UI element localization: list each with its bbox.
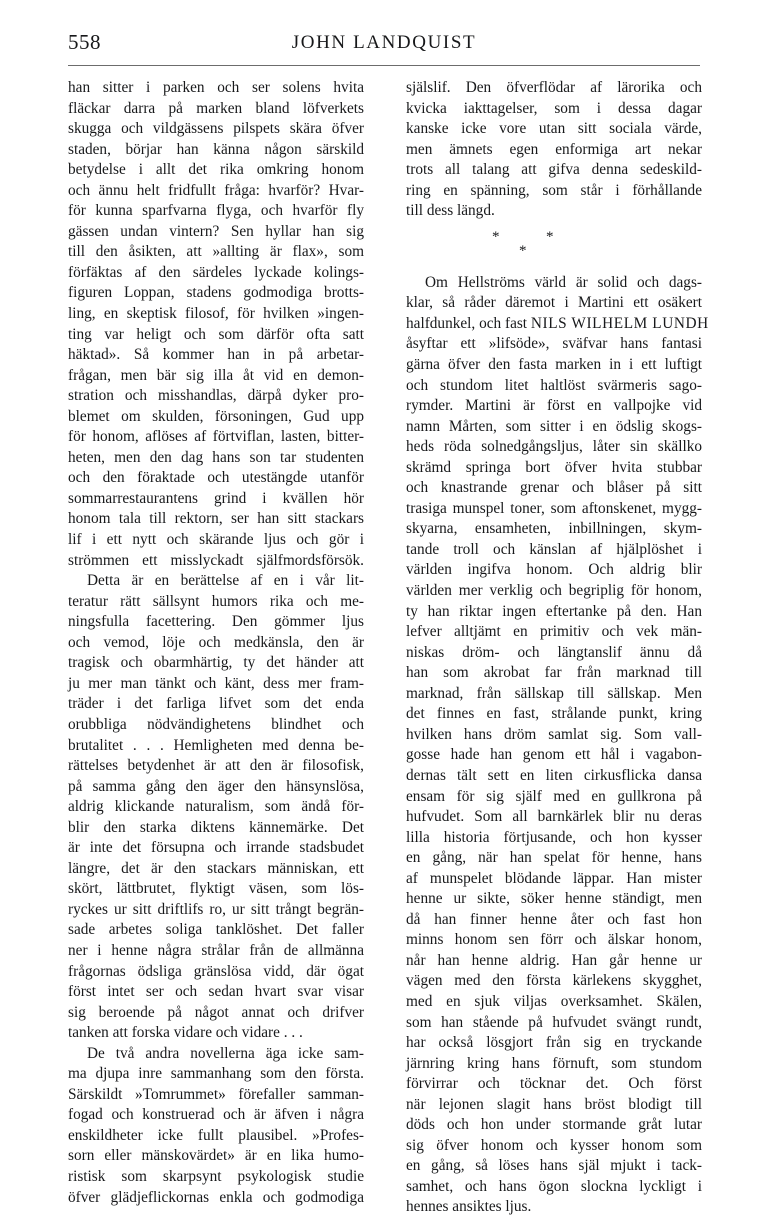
text-line: ningsfulla facettering. Den gömmer ljus xyxy=(68,613,364,631)
text-line: ring en spänning, som står i förhållande xyxy=(406,181,702,199)
text-line: är inte det försupna och irrande stadsbudet xyxy=(68,839,364,857)
text-line: först intet ser och sedan hvart svar visar xyxy=(68,983,364,1001)
text-line: med en sjuk viljas overksamhet. Skälen, xyxy=(406,992,702,1010)
text-line: ristisk som skarpsynt psykologisk studie xyxy=(68,1167,364,1185)
text-line: själslif. Den öfverflödar af lärorika och xyxy=(406,79,702,96)
text-line: förvirrar och töcknar det. Och först xyxy=(406,1075,702,1093)
text-line: sade arbetes soliga tanklöshet. Det faller xyxy=(68,921,364,939)
author-name-smallcaps: NILS WILHELM LUNDH xyxy=(530,314,709,332)
text-line: och ännu helt fridfullt fråga: hvarför? Hvar- xyxy=(68,181,364,199)
text-line: då han finner henne åter och fast hon xyxy=(406,910,702,928)
text-line: hvilken hans dröm samlat sig. Som vall- xyxy=(406,725,702,743)
text-line: ling, en skeptisk filosof, för hvilken »ingen- xyxy=(68,305,364,323)
text-line: skrämd springa bort öfver hvita stubbar xyxy=(406,458,702,476)
text-line: gärna öfver den fasta marken in i ett luftigt xyxy=(406,356,702,374)
paragraph xyxy=(406,78,702,222)
text-line: gässen undan vintern? Sen hyllar han sig xyxy=(68,222,364,240)
text-line: blemet om skulden, försoningen, Gud upp xyxy=(68,407,364,425)
text-line: och vemod, löje och medkänsla, den är xyxy=(68,633,364,651)
text-line: kvicka iakttagelser, som i dessa dagar xyxy=(406,99,702,117)
asterism-divider xyxy=(406,226,702,264)
text-line: han sitter i parken och ser solens hvita xyxy=(68,79,364,96)
text-line: världen mer verklig och begriplig för honom, xyxy=(406,582,702,600)
text-line: minns honom sen förr och älskar honom, xyxy=(406,931,702,949)
text-line: öfver glädjeflickornas enkla och godmodiga xyxy=(68,1188,364,1206)
paragraph xyxy=(68,1044,364,1208)
paragraph xyxy=(68,78,364,571)
text-line: figuren Loppan, stadens godmodiga brotts- xyxy=(68,284,364,302)
text-line: döds och hon under stormande gråt lutar xyxy=(406,1116,702,1134)
text-line: samhet, och hans ögon slockna lyckligt i xyxy=(406,1177,702,1195)
text-line: hufvudet. Som all barnkärlek blir nu deras xyxy=(406,808,702,826)
text-line: orubbliga nödvändighetens blindhet och xyxy=(68,715,364,733)
text-line: De två andra novellerna äga icke sam- xyxy=(87,1044,364,1062)
text-line: når han henne aldrig. Han går henne ur xyxy=(406,951,702,969)
text-line: frågornas ödsliga gränslösa vidd, där ögat xyxy=(68,962,364,980)
text-line: längre, det är den stackars människan, ett xyxy=(68,859,364,877)
text-line: kanske icke vore utan sitt sociala värde, xyxy=(406,120,702,138)
text-line: teratur rätt sällsynt humors rika och me- xyxy=(68,592,364,610)
text-line: träder i det farliga lifvet som det enda xyxy=(68,695,364,713)
text-line: en gång, så löses hans själ mjukt i tack- xyxy=(406,1157,702,1175)
text-line: till dess längd. xyxy=(406,202,495,220)
text-line: på samma gång den äger den hänsynslösa, xyxy=(68,777,364,795)
text-line: tragisk och obarmhärtig, ty det händer att xyxy=(68,654,364,672)
text-line: ensam för sig själf med en gullkrona på xyxy=(406,787,702,805)
text-line: och knastrande grenar och blåser på sitt xyxy=(406,479,702,497)
text-line: rymder. Martini är först en vallpojke vid xyxy=(406,397,702,415)
text-line: ma djupa inre sammanhang som den första. xyxy=(68,1065,364,1083)
left-text-column xyxy=(68,78,364,1218)
text-line: hennes ansiktes ljus. xyxy=(406,1198,532,1216)
text-line: halfdunkel, och fast NILS WILHELM LUNDH xyxy=(406,314,709,332)
asterisk-icon: * xyxy=(546,228,554,245)
asterisk-icon: * xyxy=(492,228,500,245)
text-line: namn Mårten, som sitter i en ödslig skogs- xyxy=(406,417,702,435)
text-line: Detta är en berättelse af en i vår lit- xyxy=(87,572,364,590)
text-line: järnring kring hans förnuft, som stundom xyxy=(406,1054,702,1072)
text-line: gosse hade han genom ett hål i vagabon- xyxy=(406,746,702,764)
text-line: tanken att forska vidare och vidare . . . xyxy=(68,1024,303,1042)
text-line: förfäktas af den särdeles lyckade kolings- xyxy=(68,263,364,281)
text-line: trasiga munspel toner, som aftonskenet, mygg- xyxy=(406,499,702,517)
text-line: heten, men den dag hans son tar studenten xyxy=(68,448,364,466)
text-line: blir den starka diktens kännemärke. Det xyxy=(68,818,364,836)
text-line: staden, börjar han känna någon särskild xyxy=(68,140,364,158)
text-line: och stundom litet haltlöst svärmeris sago- xyxy=(406,376,702,394)
text-line: trots all talang att gifva denna sedeskild- xyxy=(406,161,702,179)
text-line: Om Hellströms värld är solid och dags- xyxy=(425,273,702,291)
text-line: ju mer man tänkt och känt, dess mer fram- xyxy=(68,674,364,692)
text-line: sig beroende på något annat och drifver xyxy=(68,1003,364,1021)
text-line: häktad». Så kommer han in på arbetar- xyxy=(68,346,364,364)
text-line: för honom, aflöses af förtviflan, lasten, bitter- xyxy=(68,428,364,446)
text-line: skört, lättbrutet, flyktigt väsen, som lös- xyxy=(68,880,364,898)
text-line: när lejonen slagit hans bröst blodigt till xyxy=(406,1095,702,1113)
text-line: fogad och konstruerad och är äfven i några xyxy=(68,1106,364,1124)
body-columns xyxy=(68,78,709,1218)
text-line: har också lösgjort från sig en tryckande xyxy=(406,1034,702,1052)
text-line: och den föraktade och utestängde utanför xyxy=(68,469,364,487)
text-line: skugga och vildgässens pilspets skära öfver xyxy=(68,120,364,138)
asterisk-icon: * xyxy=(519,242,527,259)
text-line: det finnes en fast, strålande punkt, kring xyxy=(406,705,702,723)
text-line: vägen med den första kärlekens skygghet, xyxy=(406,972,702,990)
text-line: sorn eller mänskovärdet» är en lika humo- xyxy=(68,1147,364,1165)
text-line: ting var heligt och som därför ofta satt xyxy=(68,325,364,343)
text-line: strömmen ett misslyckadt själfmordsförsök. xyxy=(68,551,364,569)
text-line: ty han riktar ingen eftertanke på den. Han xyxy=(406,602,702,620)
text-line: klar, så råder däremot i Martini ett osäkert xyxy=(406,294,702,312)
text-line: lif i ett nytt och skärande ljus och gör i xyxy=(68,531,364,549)
text-line: en gång, när han spelat för henne, hans xyxy=(406,849,702,867)
text-line: ryckes ur sitt driftlifs ro, ur sitt trångt begrän- xyxy=(68,900,364,918)
text-line: stration och misshandlas, därpå dyker pro- xyxy=(68,387,364,405)
text-line: enskildheter icke fullt plausibel. »Profes- xyxy=(68,1126,364,1144)
header-rule xyxy=(68,65,700,66)
text-line: skyarna, ensamheten, inbillningen, skym- xyxy=(406,520,702,538)
text-line: dernas tält sett en liten cirkusflicka dansa xyxy=(406,766,702,784)
running-title: JOHN LANDQUIST xyxy=(291,32,477,53)
page-number: 558 xyxy=(68,30,101,54)
text-line: honom tala till rektorn, ser han sitt stackars xyxy=(68,510,364,528)
text-line: för kunna sparfvarna flyga, och hvarför fly xyxy=(68,202,364,220)
text-line: till den åsikten, att »allting är flax», som xyxy=(68,243,364,261)
text-line: af munspelet blödande läppar. Han mister xyxy=(406,869,702,887)
text-line: ner i henne några strålar från de allmänna xyxy=(68,941,364,959)
text-line: tande troll och känslan af hjälplöshet i xyxy=(406,540,702,558)
text-line: betydelse i allt det rika omkring honom xyxy=(68,161,364,179)
text-line: sig öfver honom och kysser honom som xyxy=(406,1136,702,1154)
text-line: Särskildt »Tomrummet» förefaller samman- xyxy=(68,1085,364,1103)
text-line: aldrig klickande naturalism, som ändå för- xyxy=(68,798,364,816)
text-line: niskas dröm- och längtanslif ännu då xyxy=(406,643,702,661)
text-line: marknad, från sällskap till sällskap. Men xyxy=(406,684,702,702)
text-line: frågan, men bär sig illa åt vid en demon- xyxy=(68,366,364,384)
text-line: brutalitet . . . Hemligheten med denna be- xyxy=(68,736,364,754)
text-line: sommarrestaurantens grind i kvällen hör xyxy=(68,489,364,507)
text-line: han som akrobat far från marknad till xyxy=(406,664,702,682)
text-line: lefver alltjämt en primitiv och vek män- xyxy=(406,623,702,641)
text-line: som han stående på hufvudet svängt rundt, xyxy=(406,1013,702,1031)
text-line: lilla historia förtjusande, och hon kysser xyxy=(406,828,702,846)
text-line: världen ingifva honom. Och aldrig blir xyxy=(406,561,702,579)
text-line: henne ur sikte, söker henne ständigt, men xyxy=(406,890,702,908)
text-line: fläckar darra på marken bland löfverkets xyxy=(68,99,364,117)
text-line: men ämnets egen enformiga art nekar xyxy=(406,140,702,158)
paragraph xyxy=(406,273,709,1218)
paragraph xyxy=(68,571,364,1044)
text-line: rättelses betydenhet är att den är filosofisk, xyxy=(68,757,364,775)
right-text-column xyxy=(406,78,709,1218)
text-line: heds röda solnedgångsljus, låter sin skällko xyxy=(406,438,702,456)
text-line: åsyftar ett »lifsöde», sväfvar hans fantasi xyxy=(406,335,702,353)
running-head xyxy=(68,30,700,66)
